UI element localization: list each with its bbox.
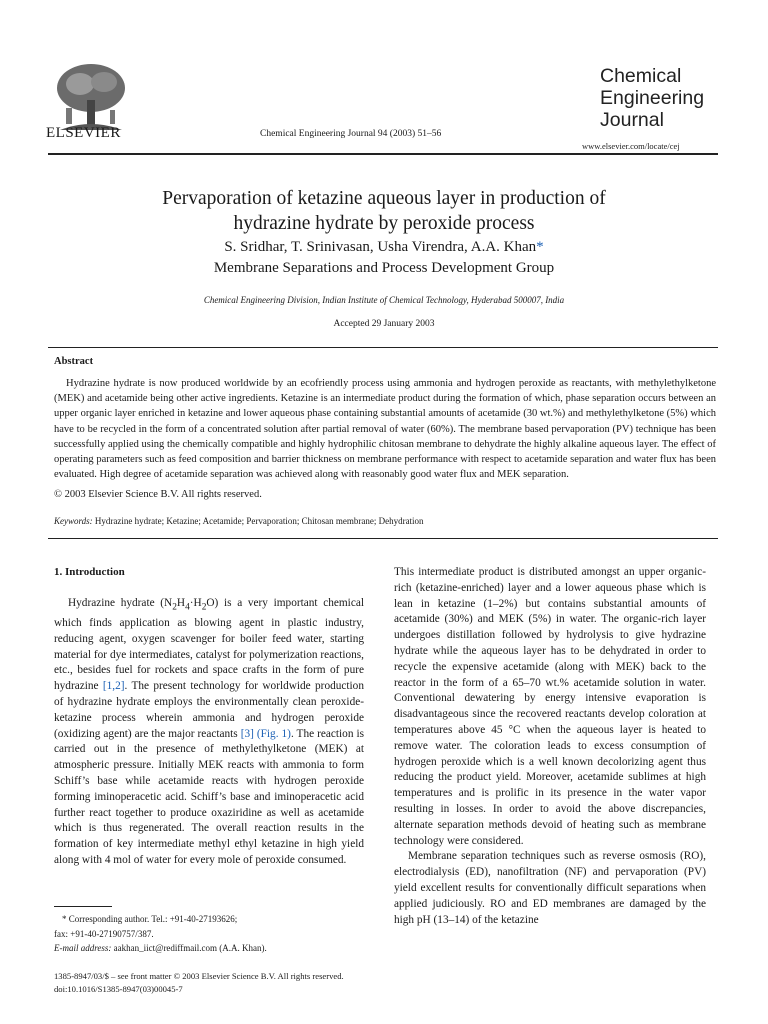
header-rule	[48, 153, 718, 155]
journal-logo-line: Engineering	[600, 87, 705, 109]
author-list	[80, 237, 688, 258]
affiliation: Chemical Engineering Division, Indian Institute of Chemical Technology, Hyderabad 500007, India	[203, 295, 565, 305]
issn-block	[54, 970, 344, 996]
footnote-line: * Corresponding author. Tel.: +91-40-27193626;	[62, 914, 238, 924]
journal-logo-line: Chemical	[600, 65, 682, 87]
figure-link[interactable]: (Fig. 1)	[256, 727, 291, 740]
section-heading-introduction: 1. Introduction	[54, 566, 125, 578]
abstract-text: Hydrazine hydrate is now produced worldwide by an ecofriendly process using ammonia and hydrogen peroxide as reactants, with methylethylketone (MEK) and acetamide being other active ingredients. Ketazine is an intermediate product during the formation of which, phase separation occurs between an upper organic layer enriched in ketazine and lower aqueous phase containing substantial amounts of acetamide (30 wt.%) and methylethylketone (5%) which have to be recycled in the form of a concentrated solution after partial removal of water (60%). The membrane based pervaporation (PV) technique has been successfully applied using the chemically compatible and highly hydrophilic chitosan membrane to dehydrate the highly alkaline aqueous layer. The effect of operating parameters such as feed composition and barrier thickness on membrane performance with respect to acetamide separation and water flux has been evaluated. High degree of acetamide separation was achieved along with reasonably good water flux and MEK separation.	[54, 378, 716, 481]
right-column	[394, 565, 706, 928]
abstract-copyright: © 2003 Elsevier Science B.V. All rights reserved.	[54, 489, 262, 500]
authors: S. Sridhar, T. Srinivasan, Usha Virendra, A.A. Khan	[224, 239, 537, 255]
email-link[interactable]: aakhan_iict@rediffmail.com (A.A. Khan).	[113, 943, 267, 953]
keywords-label: Keywords:	[54, 516, 93, 526]
research-group: Membrane Separations and Process Development Group	[213, 260, 555, 276]
abstract-top-rule	[48, 347, 718, 348]
keywords-list: Hydrazine hydrate; Ketazine; Acetamide; Pervaporation; Chitosan membrane; Dehydration	[94, 516, 424, 526]
abstract-bottom-rule	[48, 538, 718, 539]
publisher-name: ELSEVIER	[46, 125, 121, 141]
email-label: E-mail address:	[54, 943, 112, 953]
left-column	[54, 596, 364, 869]
abstract-heading: Abstract	[54, 356, 94, 367]
keywords	[54, 516, 424, 526]
intro-paragraph-1: Hydrazine hydrate $(N_2H_4\cdot H_2O)$ is a very important chemical which finds application as blowing agent in plastic industry, reducing agent, oxygen scavenger for boiler feed water, starting material for dye intermediates, catalyst for polymerization reactions, etc., besides fuel for rockets and space crafts in the form of pure hydrazine [1,2]. The present technology for worldwide production of hydrazine hydrate employs the environmentally clean peroxide-ketazine process wherein ammonia and hydrogen peroxide (oxidizing agent) are the major reactants [3] (Fig. 1). The reaction is carried out in the presence of methylethylketone (MEK) at atmospheric pressure. Initially MEK reacts with ammonia to form Schiff’s base while acetamide reacts with hydrogen peroxide forming iminoperacetic acid. Schiff’s base and iminoperacetic acid further react together to produce oxaziridine as well as acetamide which is thus regenerated. The overall reaction results in the formation of key intermediate methyl ethyl ketazine in high yield along with 4 mol of water for every mole of peroxide consumed.	[54, 597, 365, 866]
journal-logo-line: Journal	[600, 109, 664, 131]
title-line: hydrazine hydrate by peroxide process	[233, 213, 535, 234]
elsevier-tree-logo-icon	[50, 60, 132, 135]
intro-paragraph-3: Membrane separation techniques such as reverse osmosis (RO), electrodialysis (ED), nanofiltration (NF) and pervaporation (PV) yield excellent results for conventionally difficult separations when applied judiciously. RO and ED membranes are damaged by the high pH (13–14) of the ketazine	[394, 850, 706, 926]
journal-citation: Chemical Engineering Journal 94 (2003) 51–56	[260, 129, 442, 139]
title-line: Pervaporation of ketazine aqueous layer in production of	[162, 188, 606, 209]
doi-line: doi:10.1016/S1385-8947(03)00045-7	[54, 984, 183, 994]
reference-link[interactable]: [3]	[240, 727, 254, 740]
footnote	[54, 912, 267, 956]
corresponding-author-link[interactable]: *	[536, 239, 544, 255]
footnote-email-line	[54, 941, 267, 956]
footnote-rule	[54, 906, 112, 907]
journal-logo	[600, 65, 704, 131]
author-block	[80, 237, 688, 279]
article-title	[80, 186, 688, 236]
reference-link[interactable]: [1,2]	[102, 680, 125, 693]
intro-paragraph-2: This intermediate product is distributed amongst an upper organic-rich (ketazine-enriched) layer and a lower aqueous phase which is lean in ketazine (1–2%) but contains substantial amounts of acetamide (30%) and MEK (5%) in water. The organic-rich layer undergoes distillation followed by hydrolysis to give hydrazine hydrate while the aqueous layer has to be dehydrated in order to recycle the expensive acetamide (along with MEK) back to the reactor in the form of a 65–70 wt.% acetamide solution in water. Conventional dewatering by energy intensive evaporation is disadvantageous since the recovered reactants develop coloration at temperatures above 45 °C when the aqueous layer is heated to remove water. The coloration leads to excess consumption of hydrogen peroxide which is a well known decolorizing agent thus reducing the product yield. Moreover, acetamide sublimes at high temperatures and is prolific in its presence in the water vapor resulting in losses. In order to avoid the above discrepancies, alternate separation methods devoid of heating such as membrane technology were considered.	[394, 566, 706, 847]
issn-line: 1385-8947/03/$ – see front matter © 2003 Elsevier Science B.V. All rights reserved.	[54, 971, 344, 981]
footnote-line: fax: +91-40-27190757/387.	[54, 928, 154, 939]
journal-url-link[interactable]: www.elsevier.com/locate/cej	[582, 141, 680, 151]
accepted-date: Accepted 29 January 2003	[333, 319, 435, 329]
